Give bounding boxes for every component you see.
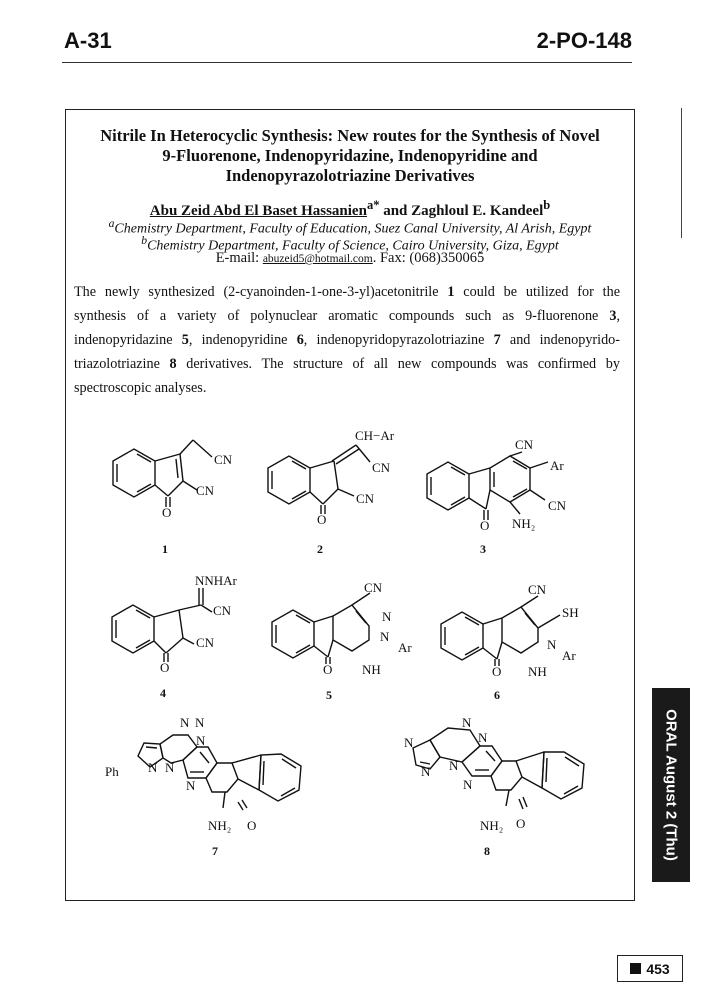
author-presenting: Abu Zeid Abd El Baset Hassanien [149, 203, 367, 219]
abstract-text: , indenopyridopyrazolotriazine [303, 332, 494, 348]
atom-nh: NH [528, 664, 547, 679]
atom-ar: Ar [562, 648, 576, 663]
atom-ch-ar: CH−Ar [355, 428, 395, 443]
affiliation-mark: b [141, 234, 148, 247]
atom-nh2: NH₂ [512, 516, 536, 531]
structure-compound-1 [113, 440, 233, 556]
atom-cn: CN [356, 491, 375, 506]
page-number-box [617, 955, 683, 982]
compound-ref: 7 [493, 332, 501, 348]
compound-label: 3 [480, 542, 486, 556]
atom-cn: CN [214, 452, 233, 467]
atom-o: O [480, 518, 490, 533]
title-line: 9-Fluorenone, Indenopyridazine, Indenopyridine and [162, 146, 538, 165]
abstract-code-left: A-31 [64, 28, 112, 53]
session-side-tab [652, 688, 690, 882]
square-bullet-icon [630, 963, 641, 974]
atom-n: N [165, 760, 175, 775]
atom-nnhar: NNHAr [195, 573, 237, 588]
structure-compound-8 [404, 715, 584, 858]
atom-o: O [160, 660, 170, 675]
atom-cn: CN [196, 483, 215, 498]
atom-cn: CN [528, 582, 547, 597]
compound-ref: 6 [296, 332, 304, 348]
atom-n: N [196, 733, 206, 748]
structure-compound-2 [268, 428, 395, 556]
atom-n: N [195, 715, 205, 730]
page-number: 453 [646, 960, 670, 977]
compound-label: 7 [212, 844, 218, 858]
atom-cn: CN [515, 437, 534, 452]
compound-label: 1 [162, 542, 168, 556]
compound-label: 4 [160, 686, 166, 700]
abstract-text: derivatives. The structure of all new compounds was confirmed by spectroscopic analyses. [74, 356, 620, 396]
side-tab-label: ORAL August 2 (Thu) [662, 709, 680, 861]
affiliation-mark: a [108, 217, 115, 230]
atom-nh2: NH₂ [208, 818, 232, 833]
author-mark: a* [366, 198, 380, 212]
compound-label: 6 [494, 688, 500, 702]
affiliation-text: Chemistry Department, Faculty of Science, Cairo University, Giza, Egypt [147, 238, 559, 254]
atom-cn: CN [213, 603, 232, 618]
atom-o: O [162, 505, 172, 520]
abstract-text: , indenopyridazine [74, 308, 620, 348]
author-second: Zaghloul E. Kandeel [411, 203, 544, 219]
compound-label: 2 [317, 542, 323, 556]
atom-cn: CN [196, 635, 215, 650]
compound-label: 8 [484, 844, 490, 858]
atom-sh: SH [562, 605, 579, 620]
compound-label: 5 [326, 688, 332, 702]
atom-n: N [547, 637, 557, 652]
atom-cn: CN [372, 460, 391, 475]
compound-ref: 3 [609, 308, 617, 324]
compound-ref: 1 [447, 284, 455, 300]
fax-text: . Fax: (068)350065 [372, 250, 485, 266]
atom-cn: CN [364, 580, 383, 595]
email-link[interactable]: abuzeid5@hotmail.com [262, 253, 373, 265]
atom-o: O [323, 662, 333, 677]
author-join: and [379, 203, 412, 219]
structure-compound-4 [112, 573, 238, 700]
atom-nh2: NH₂ [480, 818, 504, 833]
atom-ar: Ar [398, 640, 412, 655]
atom-n: N [180, 715, 190, 730]
atom-n: N [380, 629, 390, 644]
atom-n: N [186, 778, 196, 793]
structure-compound-6 [441, 582, 579, 702]
atom-n: N [478, 730, 488, 745]
atom-cn: CN [548, 498, 567, 513]
author-mark: b [543, 198, 551, 212]
atom-n: N [382, 609, 392, 624]
structure-compound-7 [105, 715, 301, 858]
atom-o: O [516, 816, 526, 831]
atom-n: N [421, 764, 431, 779]
atom-nh: NH [362, 662, 381, 677]
compound-ref: 5 [181, 332, 189, 348]
abstract-text: , indenopyridine [188, 332, 297, 348]
title-line: Nitrile In Heterocyclic Synthesis: New routes for the Synthesis of Novel [100, 126, 600, 145]
structure-compound-3 [427, 437, 567, 556]
atom-o: O [317, 512, 327, 527]
atom-n: N [404, 735, 414, 750]
abstract-text: and indenopyrido-triazolotriazine [74, 332, 620, 372]
atom-n: N [462, 715, 472, 730]
atom-o: O [492, 664, 502, 679]
atom-o: O [247, 818, 257, 833]
structure-compound-5 [272, 580, 412, 702]
abstract-code-right: 2-PO-148 [536, 28, 632, 53]
atom-ph: Ph [105, 764, 119, 779]
abstract-text: The newly synthesized (2-cyanoinden-1-one-3-yl)acetonitrile [74, 284, 448, 300]
affiliation-text: Chemistry Department, Faculty of Education, Suez Canal University, Al Arish, Egypt [114, 221, 592, 237]
title-line: Indenopyrazolotriazine Derivatives [225, 166, 475, 185]
atom-ar: Ar [550, 458, 564, 473]
abstract-text: could be utilized for the synthesis of a variety of polynuclear aromatic compounds such as 9-fluorenone [74, 284, 621, 324]
atom-n: N [148, 760, 158, 775]
atom-n: N [449, 758, 459, 773]
email-label: E-mail: [215, 250, 263, 266]
compound-ref: 8 [169, 356, 177, 372]
atom-n: N [463, 777, 473, 792]
